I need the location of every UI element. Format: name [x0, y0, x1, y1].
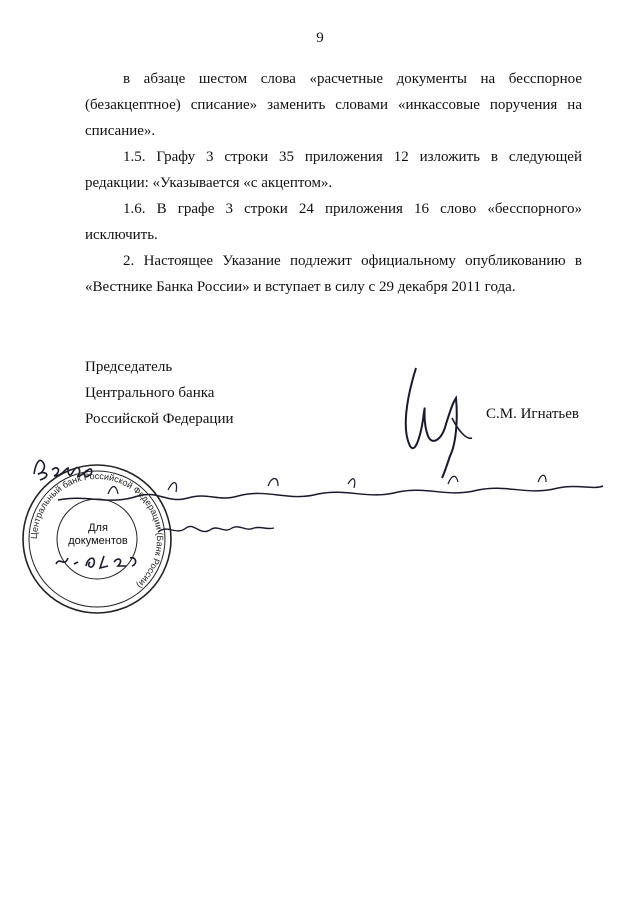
stamp-center-line-2: документов	[68, 535, 128, 547]
stamp-ring-text: Центральный банк Российской Федерации (Банк России)	[28, 470, 166, 591]
stamp-date-handwriting	[52, 548, 142, 572]
paragraph-1: в абзаце шестом слова «расчетные документы на бесспорное (безакцептное) списание» заменить словами «инкассовые поручения на списание».	[85, 71, 582, 139]
signatory-line-3: Российской Федерации	[85, 411, 234, 427]
page-number: 9	[316, 30, 324, 46]
signer-name: С.М. Игнатьев	[486, 406, 580, 422]
body-text	[85, 66, 582, 300]
signatory-line-1: Председатель	[85, 359, 173, 375]
stamp-center-line-1: Для	[88, 522, 108, 534]
stamp-center-text	[55, 522, 141, 548]
paragraph-3: 1.6. В графе 3 строки 24 приложения 16 слово «бесспорного» исключить.	[85, 201, 582, 243]
paragraph-2: 1.5. Графу 3 строки 35 приложения 12 изложить в следующей редакции: «Указывается «с акцептом».	[85, 149, 582, 191]
signatory-title	[85, 354, 234, 432]
paragraph-4: 2. Настоящее Указание подлежит официальному опубликованию в «Вестнике Банка России» и вступает в силу с 29 декабря 2011 года.	[85, 253, 582, 295]
signatory-line-2: Центрального банка	[85, 385, 215, 401]
